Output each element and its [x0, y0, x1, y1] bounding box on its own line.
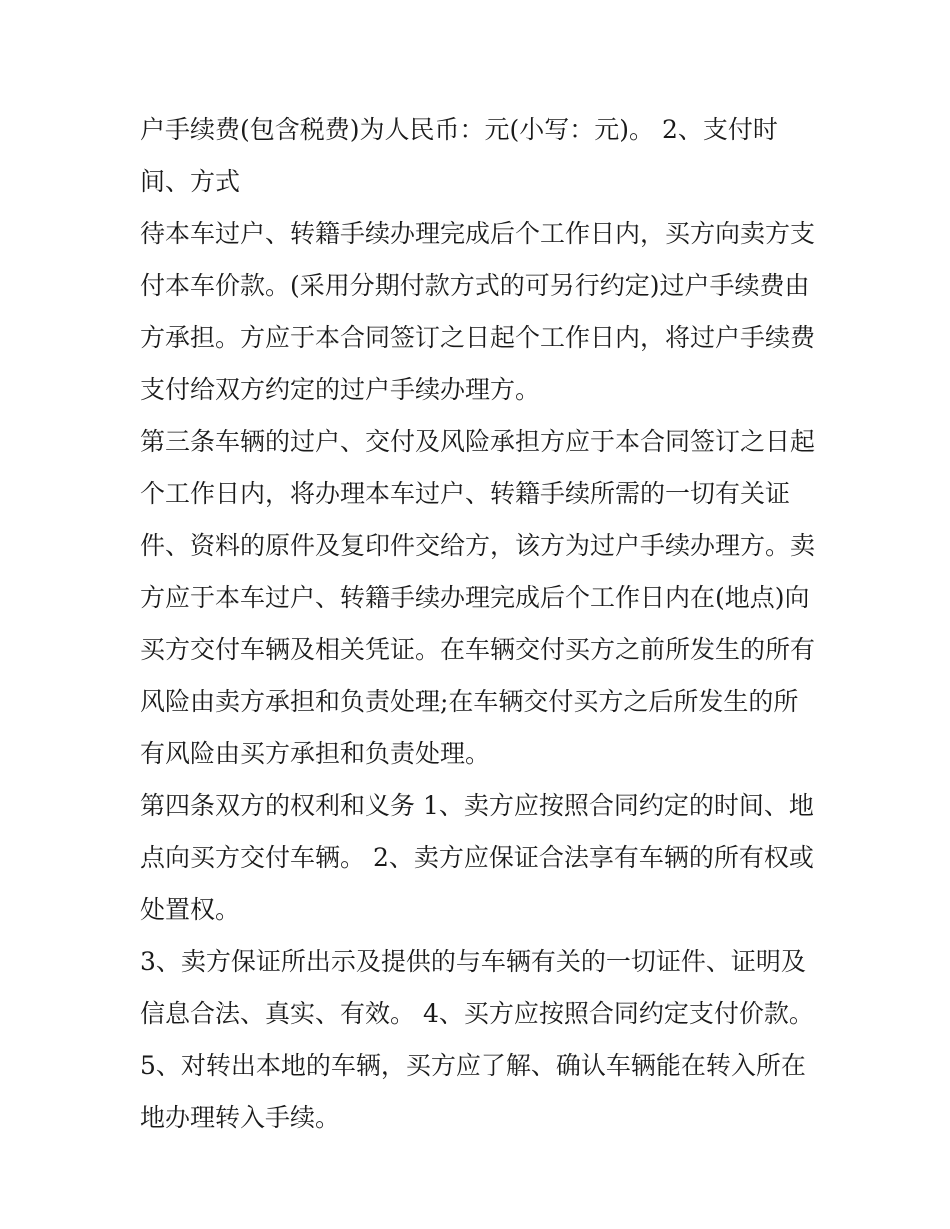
- text-line: 点向买方交付车辆。 2、卖方应保证合法享有车辆的所有权或: [140, 843, 814, 872]
- text-line: 件、资料的原件及复印件交给方，该方为过户手续办理方。卖: [140, 531, 816, 560]
- document-body: [140, 104, 820, 1144]
- text-line: 地办理转入手续。: [140, 1103, 341, 1132]
- text-line: 处置权。: [140, 895, 241, 924]
- text-line: 支付给双方约定的过户手续办理方。: [140, 375, 541, 404]
- text-line: 方应于本车过户、转籍手续办理完成后个工作日内在(地点)向: [140, 583, 810, 612]
- text-line: 5、对转出本地的车辆，买方应了解、确认车辆能在转入所在: [140, 1051, 806, 1080]
- text-line: 户手续费(包含税费)为人民币：元(小写：元)。 2、支付时: [140, 115, 778, 144]
- text-line: 信息合法、真实、有效。 4、买方应按照合同约定支付价款。: [140, 999, 814, 1028]
- text-line: 3、卖方保证所出示及提供的与车辆有关的一切证件、证明及: [140, 947, 806, 976]
- text-line: 方承担。方应于本合同签订之日起个工作日内，将过户手续费: [140, 323, 816, 352]
- text-line: 个工作日内，将办理本车过户、转籍手续所需的一切有关证: [140, 479, 791, 508]
- text-line: 付本车价款。(采用分期付款方式的可另行约定)过户手续费由: [140, 271, 810, 300]
- text-line: 买方交付车辆及相关凭证。在车辆交付买方之前所发生的所有: [140, 635, 816, 664]
- text-line: 第三条车辆的过户、交付及风险承担方应于本合同签订之日起: [140, 427, 816, 456]
- text-line: 间、方式: [140, 167, 241, 196]
- text-line: 风险由卖方承担和负责处理;在车辆交付买方之后所发生的所: [140, 687, 799, 716]
- text-line: 第四条双方的权利和义务 1、卖方应按照合同约定的时间、地: [140, 791, 814, 820]
- text-line: 待本车过户、转籍手续办理完成后个工作日内，买方向卖方支: [140, 219, 816, 248]
- text-line: 有风险由买方承担和负责处理。: [140, 739, 491, 768]
